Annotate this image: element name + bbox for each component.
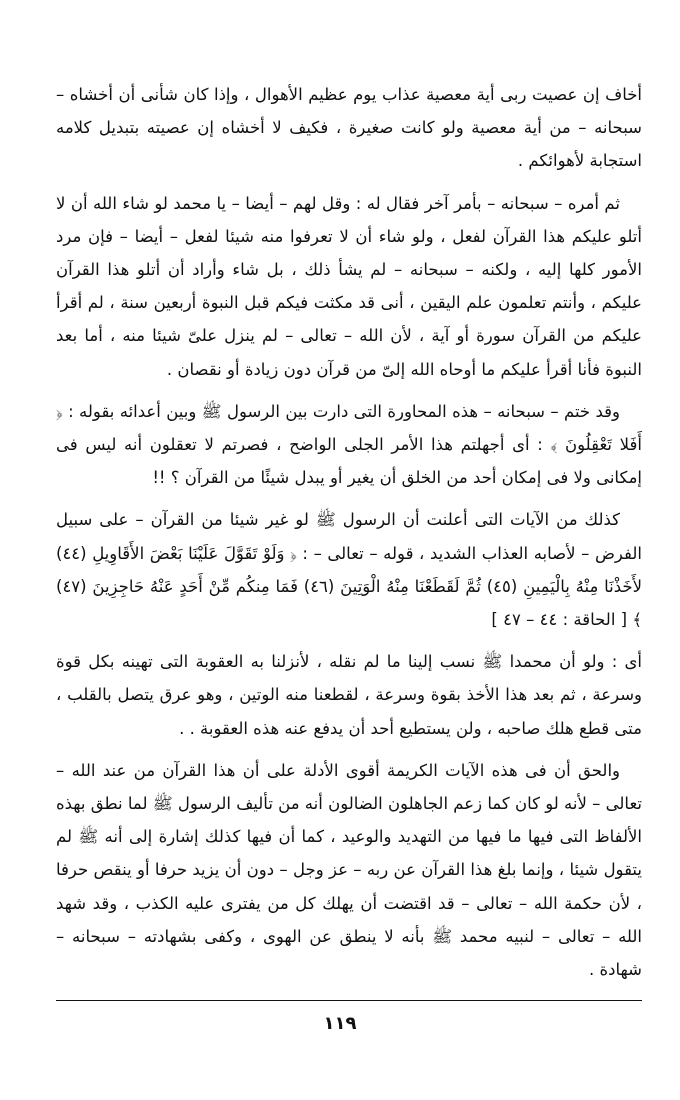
paragraph: أخاف إن عصيت ربى أية معصية عذاب يوم عظيم الأهوال ، وإذا كان شأنى أن أخشاه – سبحانه – من أية معصية ولو كانت صغيرة ، فكيف لا أخشاه إن عصيته بتبديل كلامه استجابة لأهوائكم . bbox=[56, 85, 642, 171]
page-body bbox=[56, 78, 642, 995]
page-number: ١١٩ bbox=[323, 1013, 357, 1034]
paragraph: والحق أن فى هذه الآيات الكريمة أقوى الأدلة على أن هذا القرآن من عند الله – تعالى – لأنه لو كان كما زعم الجاهلون الضالون أنه من تأليف الرسول ﷺ لما نطق بهذه الألفاظ التى فيها ما فيها من التهديد والوعيد ، كما أن فيها كذلك إشارة إلى أنه ﷺ لم يتقول شيئا ، وإنما بلغ هذا القرآن عن ربه – عز وجل – دون أن يزيد حرفا أو ينقص حرفا ، لأن حكمة الله – تعالى – قد اقتضت أن يهلك كل من يفترى عليه الكذب ، وقد شهد الله – تعالى – لنبيه محمد ﷺ بأنه لا ينطق عن الهوى ، وكفى بشهادته – سبحانه – شهادة . bbox=[56, 760, 642, 980]
paragraph: أى : ولو أن محمدا ﷺ نسب إلينا ما لم نقله ، لأنزلنا به العقوبة التى تهينه بكل قوة وسرعة ، ثم بعد هذا الأخذ بقوة وسرعة ، لقطعنا منه الوتين ، وهو عرق يتصل بالقلب ، متى قطع هلك صاحبه ، ولن يستطيع أحد أن يدفع عنه هذه العقوبة . . bbox=[56, 652, 642, 738]
paragraph: كذلك من الآيات التى أعلنت أن الرسول ﷺ لو غير شيئا من القرآن – على سبيل الفرض – لأصابه العذاب الشديد ، قوله – تعالى – : ﴿ وَلَوْ تَقَوَّلَ عَلَيْنَا بَعْضَ الأَقَاوِيلِ (٤٤) لأَخَذْنَا مِنْهُ بِالْيَمِينِ (٤٥) ثُمَّ لَقَطَعْنَا مِنْهُ الْوَتِينَ (٤٦) فَمَا مِنكُم مِّنْ أَحَدٍ عَنْهُ حَاجِزِينَ (٤٧) ﴾ [ الحاقة : ٤٤ – ٤٧ ] bbox=[56, 510, 642, 630]
paragraph: ثم أمره – سبحانه – بأمر آخر فقال له : وقل لهم – أيضا – يا محمد لو شاء الله أن لا أتلو عليكم هذا القرآن لفعل ، ولو شاء أن لا تعرفوا منه شيئا لفعل – أيضا – فإن مرد الأمور كلها إليه ، ولكنه – سبحانه – لم يشأ ذلك ، بل شاء وأراد أن أتلو هذا القرآن عليكم ، وأنتم تعلمون علم اليقين ، أنى قد مكثت فيكم قبل النبوة أربعين سنة ، لم أقرأ عليكم من القرآن سورة أو آية ، لأن الله – تعالى – لم ينزل علىّ شيئا منه ، أما بعد النبوة فأنا أقرأ عليكم ما أوحاه الله إلىّ من قرآن دون زيادة أو نقصان . bbox=[56, 193, 642, 379]
paragraph: وقد ختم – سبحانه – هذه المحاورة التى دارت بين الرسول ﷺ وبين أعدائه بقوله : ﴿ أَفَلا تَعْقِلُونَ ﴾ : أى أجهلتم هذا الأمر الجلى الواضح ، فصرتم لا تعقلون أنه ليس فى إمكانى ولا فى إمكان أحد من الخلق أن يغير أو يبدل شيئًا من القرآن ؟ !! bbox=[56, 401, 642, 488]
footer-rule bbox=[56, 1000, 642, 1001]
